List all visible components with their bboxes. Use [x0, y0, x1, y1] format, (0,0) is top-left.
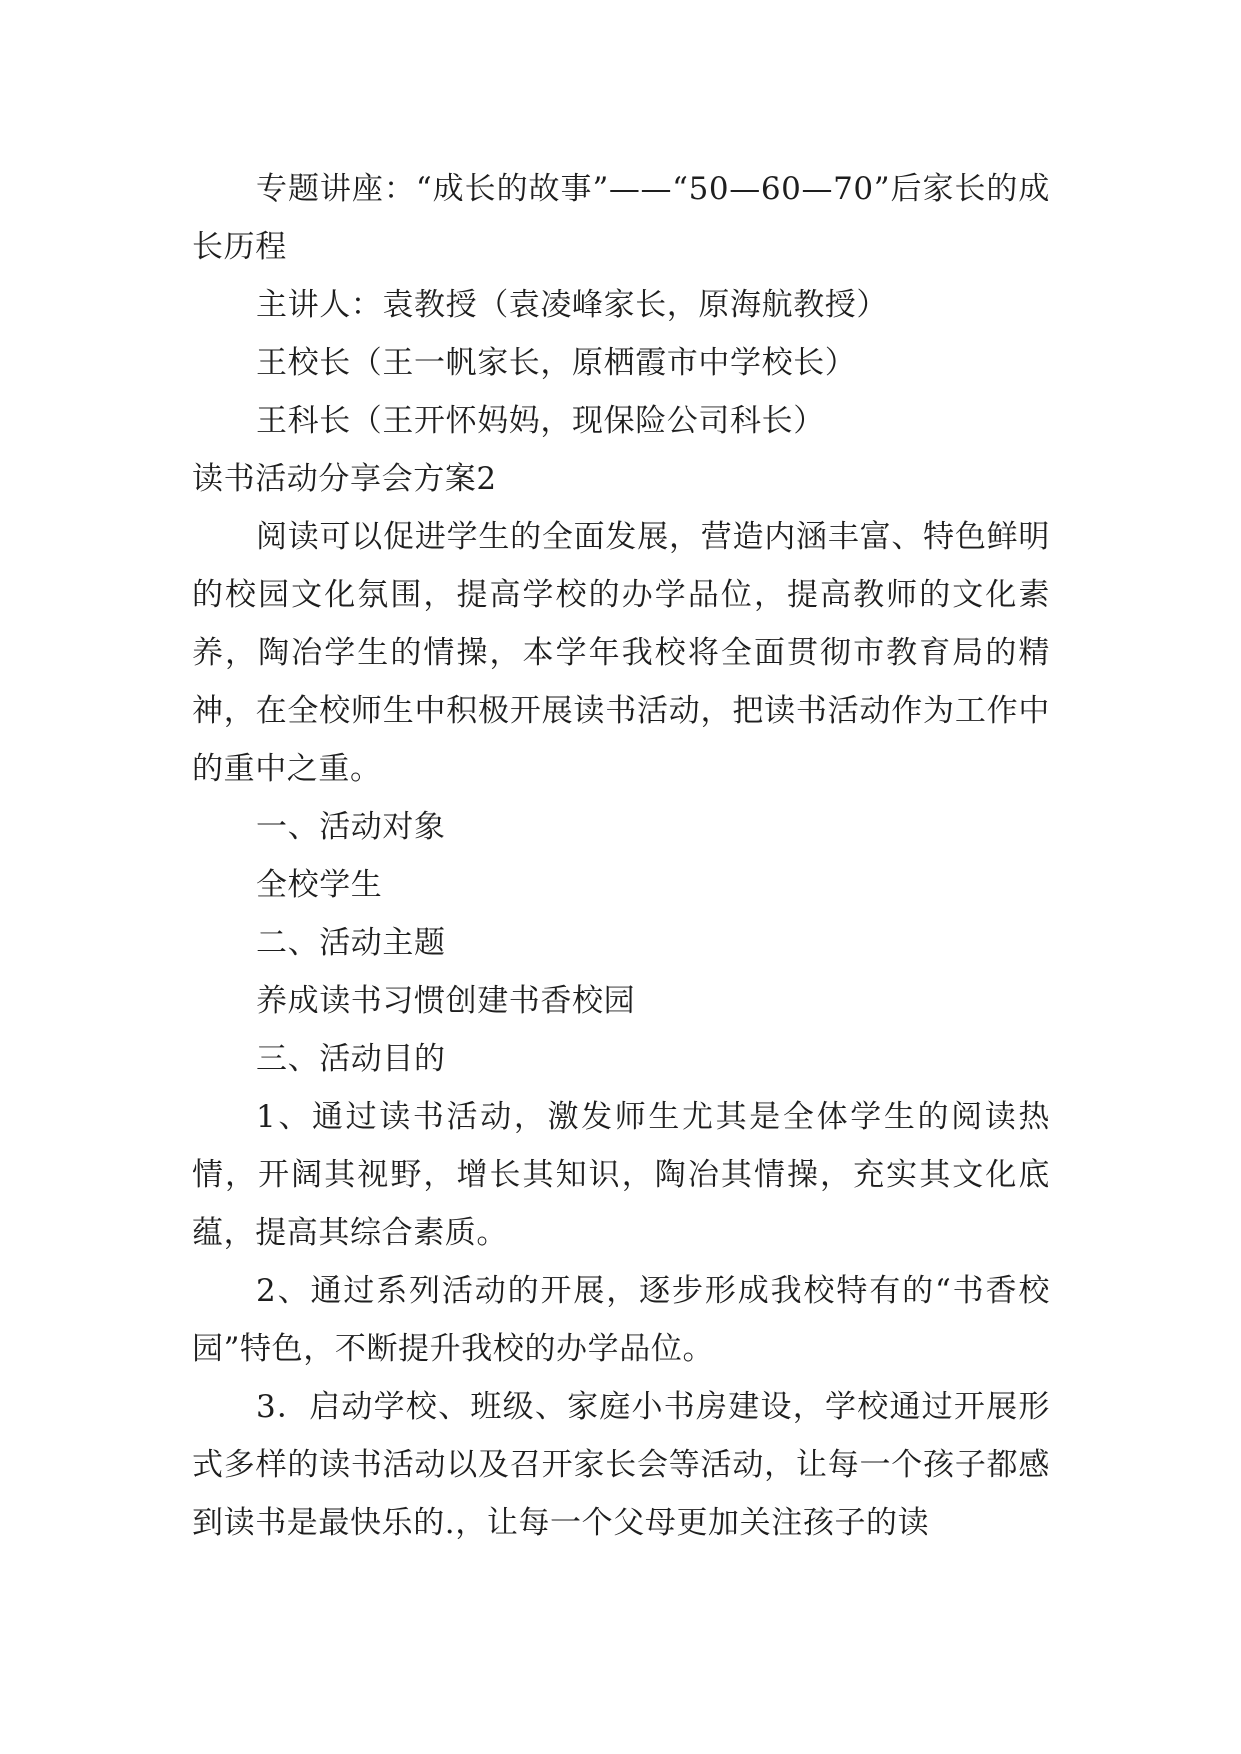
- document-body: [192, 160, 1050, 1552]
- speaker-paragraph: 主讲人：袁教授（袁凌峰家长，原海航教授）: [256, 287, 888, 323]
- list-item: 1、通过读书活动，激发师生尤其是全体学生的阅读热情，开阔其视野，增长其知识，陶冶其情操，充实其文化底蕴，提高其综合素质。: [192, 1099, 1050, 1251]
- intro-paragraph: 阅读可以促进学生的全面发展，营造内涵丰富、特色鲜明的校园文化氛围，提高学校的办学品位，提高教师的文化素养，陶冶学生的情操，本学年我校将全面贯彻市教育局的精神，在全校师生中积极开展读书活动，把读书活动作为工作中的重中之重。: [192, 519, 1050, 787]
- list-item: 2、通过系列活动的开展，逐步形成我校特有的“书香校园”特色，不断提升我校的办学品位。: [192, 1273, 1050, 1367]
- speaker-paragraph: 王科长（王开怀妈妈，现保险公司科长）: [256, 403, 825, 439]
- body-paragraph: 养成读书习惯创建书香校园: [256, 983, 636, 1019]
- section-title: 读书活动分享会方案2: [192, 461, 497, 497]
- subheading-activity-target: 一、活动对象: [256, 809, 446, 845]
- lecture-topic-paragraph: 专题讲座：“成长的故事”——“50—60—70”后家长的成长历程: [192, 171, 1050, 265]
- body-paragraph: 全校学生: [256, 867, 383, 903]
- speaker-paragraph: 王校长（王一帆家长，原栖霞市中学校长）: [256, 345, 857, 381]
- list-item: 3．启动学校、班级、家庭小书房建设，学校通过开展形式多样的读书活动以及召开家长会等活动，让每一个孩子都感到读书是最快乐的.，让每一个父母更加关注孩子的读: [192, 1389, 1050, 1541]
- subheading-activity-theme: 二、活动主题: [256, 925, 446, 961]
- subheading-activity-purpose: 三、活动目的: [256, 1041, 446, 1077]
